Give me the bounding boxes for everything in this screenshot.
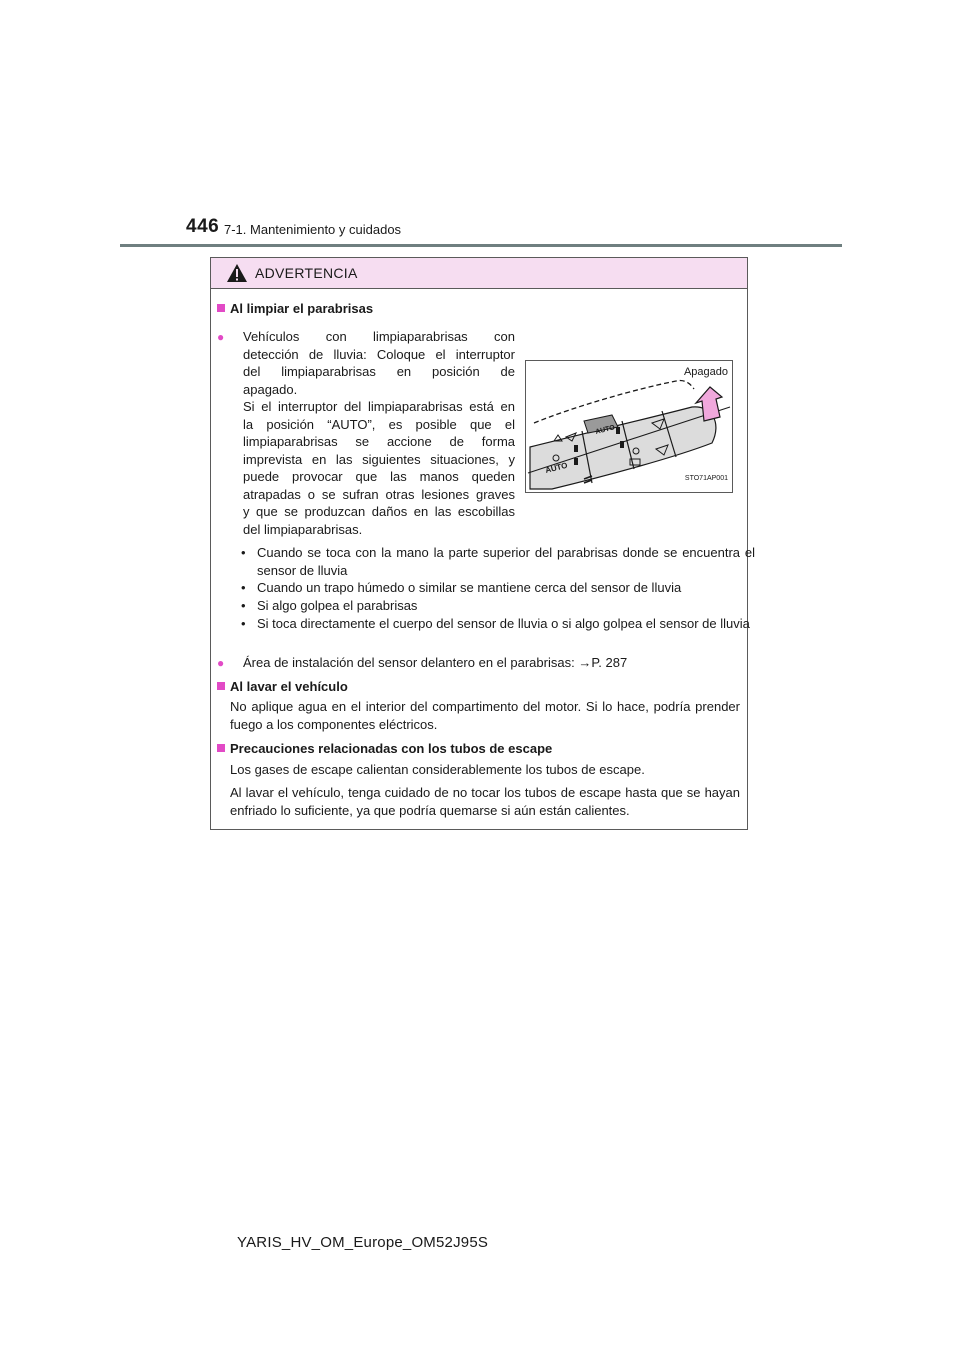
circle-bullet-icon: ● (217, 330, 225, 344)
square-bullet-icon (217, 744, 225, 752)
warning-box: ADVERTENCIA Al limpiar el parabrisas ● Vehículos con limpiaparabrisas con detección de lluvia: Coloque el interruptor del limpiaparabrisas en posición de apagado. Si el interruptor del limpiaparabrisas está en la posición “AUTO”, es posible que el limpiaparabrisas se accione de forma imprevista en las siguientes situaciones, y puede provocar que las manos queden atrapadas o se sufran otras lesiones graves y que se produzcan daños en las escobillas del limpiaparabrisas. AUTO AUTO Apagado STO71AP001 • Cuando se toca con la mano la parte superior del parabrisas donde se encuentra el sensor de lluvia • Cuando un trapo húmedo o similar se mantiene cerca del sensor de lluvia • Si algo golpea el parabrisas • Si toca directamente el cuerpo del sensor de lluvia o si algo golpea el sensor de lluvia ● Área de instalación del sensor delantero en el parabrisas: →P. 287 Al lavar el vehículo No aplique agua en el interior del compartimento del motor. Si lo hace, podría prender fuego a los componentes eléctricos. Precauciones relacionadas con los tubos de escape Los gases de escape calientan considerablemente los tubos de escape. Al lavar el vehículo, tenga cuidado de no tocar los tubos de escape hasta que se hayan enfriado lo suficiente, ya que podría quemarse si aún están calientes. (210, 257, 748, 830)
svg-text:AUTO: AUTO (544, 460, 569, 475)
svg-text:AUTO: AUTO (594, 424, 616, 436)
circle-bullet-icon: ● (217, 656, 225, 670)
warning-triangle-icon (226, 263, 248, 283)
section-heading-exhaust: Precauciones relacionadas con los tubos de escape (217, 740, 552, 758)
warning-title: ADVERTENCIA (255, 265, 358, 281)
paragraph: No aplique agua en el interior del compartimento del motor. Si lo hace, podría prender fuego a los componentes eléctricos. (230, 699, 740, 732)
paragraph: Al lavar el vehículo, tenga cuidado de no tocar los tubos de escape hasta que se hayan enfriado lo suficiente, ya que podría quemarse si aún están calientes. (230, 785, 740, 818)
wiper-switch-illustration (525, 360, 733, 493)
document-id: YARIS_HV_OM_Europe_OM52J95S (237, 1234, 489, 1251)
section-heading-washing: Al lavar el vehículo (217, 678, 348, 696)
illustration-code: STO71AP001 (684, 474, 728, 482)
square-bullet-icon (217, 682, 225, 690)
header-rule (120, 244, 842, 247)
page-number: 446 (186, 216, 220, 237)
section-heading-windshield: Al limpiar el parabrisas (217, 300, 373, 318)
off-position-label: Apagado (683, 366, 728, 378)
section-title: 7-1. Mantenimiento y cuidados (224, 222, 402, 237)
bullet-text-rain-sensor: Vehículos con limpiaparabrisas con detección de lluvia: Coloque el interruptor del limpiaparabrisas en posición de apagado. Si el interruptor del limpiaparabrisas está en la posición “AUTO”, es posible que el limpiaparabrisas se accione de forma imprevista en las siguientes situaciones, y puede provocar que las manos queden atrapadas o se sufran otras lesiones graves y que se produzcan daños en las escobillas del limpiaparabrisas. (243, 329, 515, 537)
paragraph: Los gases de escape calientan considerablemente los tubos de escape. (230, 762, 645, 777)
square-bullet-icon (217, 304, 225, 312)
bullet-text-sensor-area: Área de instalación del sensor delantero en el parabrisas: →P. 287 (243, 655, 628, 670)
warning-header (211, 258, 747, 289)
